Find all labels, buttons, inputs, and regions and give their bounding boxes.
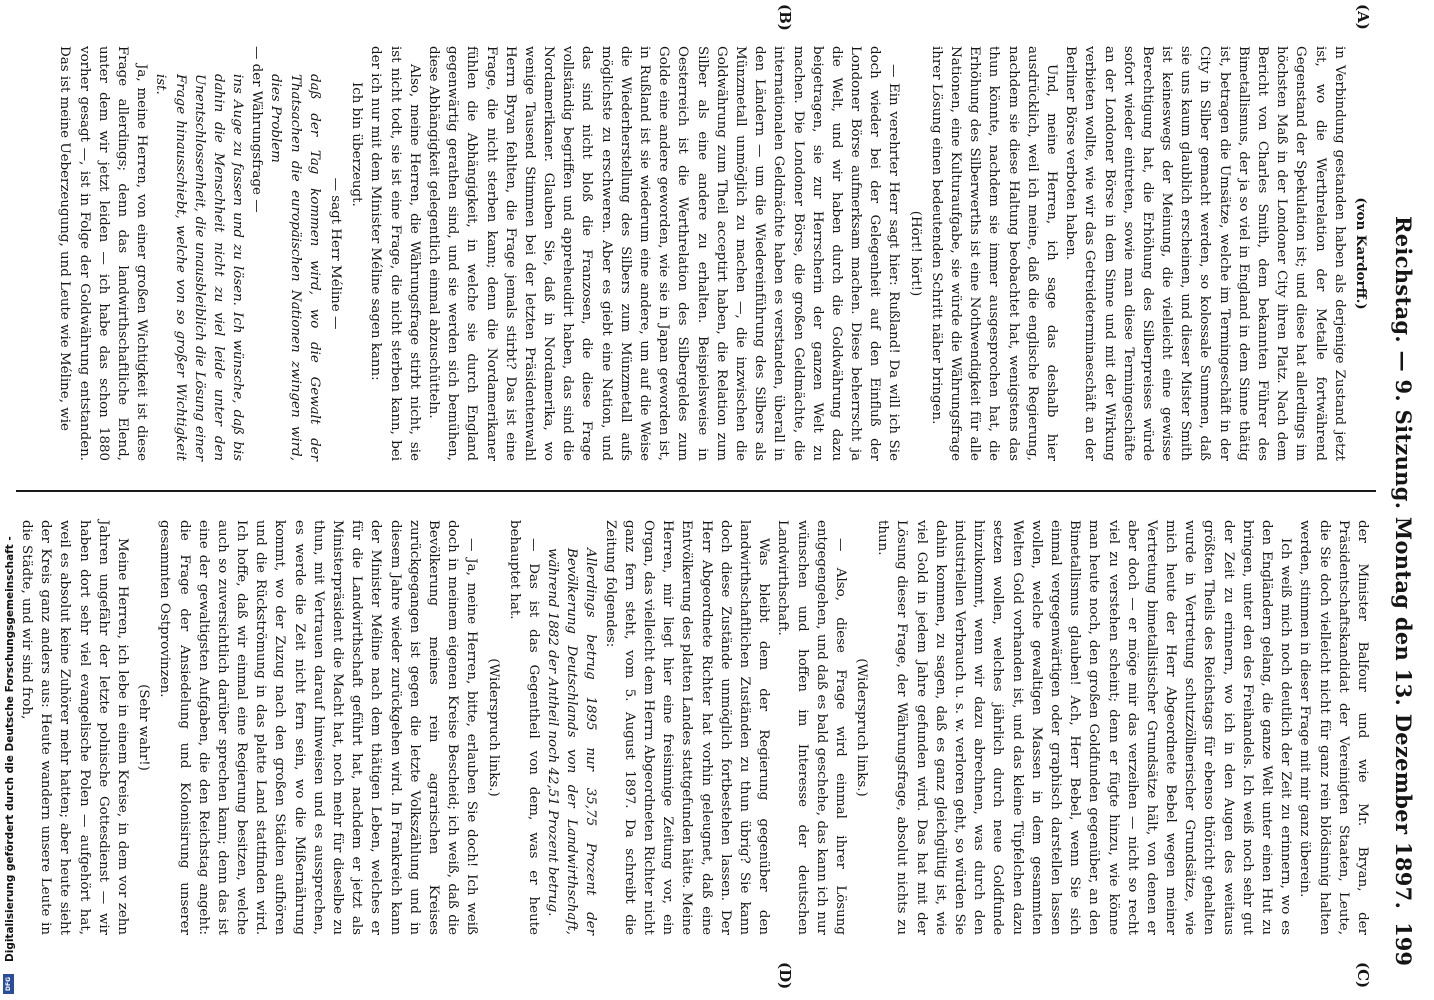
margin-marker-c: (C): [1354, 962, 1372, 989]
paragraph: in Verbindung gestanden haben als derjenige Zustand jetzt ist, wo die Werthrelation der Metalle fortwährend Gegenstand der Spekulation ist; und diese hat allerdings im höchsten Maß in der Londoner City ihren Platz. Nach dem Bericht von Charles Smith, dem bekannten Führer des Bimetallismus, der ja so viel in England in dem Sinne thätig ist, betragen die Umsätze, welche im Termingeschäft in der City in Silber gemacht werden, so kolossale Summen, daß sie uns kaum glaublich erscheinen, und dieser Mister Smith ist keineswegs der Meinung, die vielleicht eine gewisse Berechtigung hat, die Erhöhung des Silberpreises würde sofort wieder eintreten, sowie man diese Termingeschäfte an der Londoner Börse in dem Sinne und mit der Wirkung verbieten wollte, wie wir das Getreideterminaeschäft an der Berliner Börse verboten haben.: [1063, 46, 1347, 461]
page-header: [1380, 36, 1420, 966]
left-text-column: [55, 46, 1372, 461]
page-number: 199: [1391, 922, 1416, 966]
speaker-label: (von Kardorff.): [1353, 197, 1369, 310]
paragraph: — sagt Herr Méline —: [328, 177, 344, 330]
paragraph: der Minister Balfour und wie Mr. Bryan, der Präsidentschaftskandidat der Vereinigten Staaten, Leute, die Sie doch vielleicht nicht für ganz rein blödsinnig halten werden, stimmen in dieser Frage mit mir ganz überein.: [1297, 520, 1370, 935]
interjection: (Hört! hört!): [907, 210, 923, 297]
paragraph: Meine Herren, ich lebe in einem Kreise, in dem vor zehn Jahren ungefähr der letzte polnische Gottesdienst — wir haben dort sehr viel evangelische Polen — aufgehört hat, weil es absolut keine Zuhörer mehr hatten; aber heute sieht der Kreis ganz anders aus: Heute wandern unsere Leute in die Städte, und wir sind froh,: [19, 520, 130, 935]
interjection: (Widerspruch links.): [854, 658, 870, 797]
column-divider: [16, 490, 1376, 492]
digitization-credit: [4, 0, 18, 990]
page-header-title: Reichstag. — 9. Sitzung. Montag den 13. Dezember 1897.: [1391, 216, 1416, 910]
paragraph: Und, meine Herren, ich sage das deshalb hier ausdrücklich, weil ich meine, daß die englische Regierung, nachdem sie diese Haltung beobachtet hat, wenigstens das thun könnte, nachdem sie immer ausgesprochen hat, die Erhöhung des Silberwerths ist eine Nothwendigkeit für alle Nationen, eine Kulturaufgabe, sie würde die Währungsfrage ihrer Lösung einen bedeutenden Schritt näher bringen.: [928, 46, 1059, 461]
dfg-logo: DFG: [3, 974, 14, 994]
right-text-column: [17, 520, 1372, 935]
credit-text: Digitalisierung gefördert durch die Deutsche Forschungsgemeinschaft -: [4, 536, 16, 962]
paragraph: Ja, meine Herren, von einer großen Wichtigkeit ist diese Frage allerdings; denn das landwirthschaftliche Elend, unter dem wir jetzt leiden — ich habe das schon 1880 vorher gesagt —, ist in Folge der Goldwährung entstanden. Das ist meine Ueberzeugung, und Leute wie Méline, wie: [57, 46, 150, 461]
paragraph: Was bleibt dem der Regierung gegenüber den landwirthschaftlichen Zuständen zu thun übrig? Sie kann doch diese Zustände unmöglich fortbestehen lassen. Der Herr Abgeordnete Richter hat vorhin geleugnet, daß eine Entvölkerung des platten Landes stattgefunden hätte. Meine Herren, mir liegt hier eine freisinnige Zeitung vor, ein Organ, das vielleicht dem Herrn Abgeordneten Richter nicht ganz fern steht, vom 5. August 1897. Da schreibt die Zeitung folgendes:: [602, 520, 772, 935]
quotation: ins Auge zu fassen und zu lösen. Ich wünsche, daß bis dahin die Menschheit nicht zu viel leide unter den Unentschlossenheit, die unausbleiblich die Lösung einer Frage hinausschiebt, welche von so großer Wichtigkeit ist.: [153, 74, 246, 461]
paragraph: Ich weiß mich noch deutlich der Zeit zu erinnern, wo es den Engländern gelang, die ganze Welt unter einen Hut zu bringen, unter den des Freihandels. Ich weiß noch sehr gut der Zeit zu erinnern, wo ich in den Augen des weitaus größten Theils des Reichstags für ebenso thöricht gehalten wurde in Vertretung schutzzöllnerischer Grundsätze, wie mich heute der Herr Abgeordnete Bebel wegen meiner Vertretung bimetallistischer Grundsätze hält, von denen er aber doch — er möge mir das verzeihen — nicht so recht viel zu verstehen scheint; denn er fügte hinzu, wie könne man heute noch, den großen Goldfunden gegenüber, an den Bimetallismus glauben! Ach, Herr Bebel, wenn Sie sich einmal vergegenwärtigen oder graphisch darstellen lassen wollen, welche gewaltigen Massen in dem gesammten Welten Gold vorhanden ist, und das kleine Tüpfelchen dazu setzen wollen, welches jährlich durch neue Goldfunde hinzukommt, wenn wir dazu abrechnen, was durch den industriellen Verbrauch u. s. w. verloren geht, so würden Sie dahin kommen, zu sagen, daß es ganz gleichgültig ist, wie viel Gold in jedem Jahre gefunden wird. Das hat mit der Lösung dieser Frage, der Währungsfrage, absolut nichts zu thun.: [875, 520, 1294, 935]
paragraph: — Das ist das Gegentheil von dem, was er heute behauptet hat.: [506, 520, 541, 935]
margin-marker-d: (D): [776, 962, 794, 990]
paragraph: — Ja, meine Herren, bitte, erlauben Sie doch! Ich weiß doch in meinem eigenen Kreise Bescheid; ich weiß, daß die Bevölkerung meines rein agrarischen Kreises zurückgegangen ist gegen die letzte Volkszählung und in diesem Jahre wieder zurückgehen wird. In Frankreich kann der Minister Méline nach dem thätigen Leben, welches er für die Landwirthschaft geführt hat, nachdem er jetzt als Ministerpräsident die Macht hat, noch mehr für dieselbe zu thun, mit Vertrauen darauf hinweisen und es aussprechen, es werde die Zeit nicht fern sein, wo die Mißernährung kommt, wo der Zuzug nach den großen Städten aufhören und die Rückströmung in das platte Land stattfinden wird. Ich hoffe, daß wir einmal eine Regierung besitzen, welche auch so zuversichtlich darüber sprechen kann; denn das ist eine der gewaltigsten Aufgaben, die den Reichstag angeht: die Frage der Ansiedelung und Kolonisirung unserer gesammten Ostprovinzen.: [157, 520, 480, 935]
margin-marker-a: (A): [1354, 4, 1372, 30]
paragraph: — Also, diese Frage wird einmal ihrer Lösung entgegengehen, und daß es bald geschehe, das kann ich nur wünschen und hoffen im Interesse der deutschen Landwirthschaft.: [775, 520, 848, 935]
quotation: daß der Tag kommen wird, wo die Gewalt der Thatsachen die europäischen Nationen zwingen wird, dies Problem: [268, 74, 322, 461]
paragraph: Ich bin überzeugt.: [349, 82, 365, 207]
paragraph: — der Währungsfrage —: [249, 46, 265, 213]
quotation: Allerdings betrug 1895 nur 35,75 Prozent der Bevölkerung Deutschlands von der Landwirthschaft, während 1882 der Antheil noch 42,51 Prozent betrug.: [545, 548, 599, 935]
paragraph: — Ein verehrter Herr sagt hier: Rußland! Da will ich Sie doch wieder bei der Gelegenheit auf den Einfluß der Londoner Börse aufmerksam machen. Diese beherrscht ja die Welt, und wir haben durch die Goldwährung dazu beigetragen, sie zur Herrscherin der ganzen Welt zu machen. Die Londoner Börse, die großen Geldmächte, die internationalen Geldmächte haben es verstanden, überall in den Ländern — um die Wiedereinführung des Silbers als Münzmetall unmöglich zu machen —, die inzwischen die Goldwährung zum Theil acceptirt haben, die Relation zum Silber als eine andere zu erhalten. Beispielsweise in Oesterreich ist die Werthrelation des Silbergeldes zum Golde eine andere geworden, wie sie in Japan geworden ist, in Rußland ist sie wiederum eine andere, um auf die Weise die Wiederherstellung des Silbers zum Münzmetall aufs möglichste zu erschweren. Aber es giebt eine Nation, und das sind nicht bloß die Franzosen, die diese Frage vollständig begriffen und appreheudirt haben, das sind die Nordamerikaner. Glauben Sie, daß in Nordamerika, wo wenige Tausend Stimmen bei der letzten Präsidentenwahl Herrn Bryan fehlten, die Frage jemals stirbt? Das ist eine Frage, die nicht sterben kann; denn die Nordamerikaner fühlen die Abhängigkeit, in welche sie durch England gegenwärtig gerathen sind, und sie werden sich bemühen, diese Abhängigkeit gelegentlich einmal abzuschütteln.: [426, 46, 902, 461]
paragraph: Also, meine Herren, die Währungsfrage stirbt nicht, sie ist nicht todt, sie ist eine Frage, die nicht sterben kann, bei der ich nur mit dem Minister Méline sagen kann:: [368, 46, 422, 461]
interjection: (Widerspruch links.): [485, 658, 501, 797]
margin-marker-b: (B): [776, 4, 794, 31]
interjection: (Sehr wahr!): [136, 684, 152, 771]
